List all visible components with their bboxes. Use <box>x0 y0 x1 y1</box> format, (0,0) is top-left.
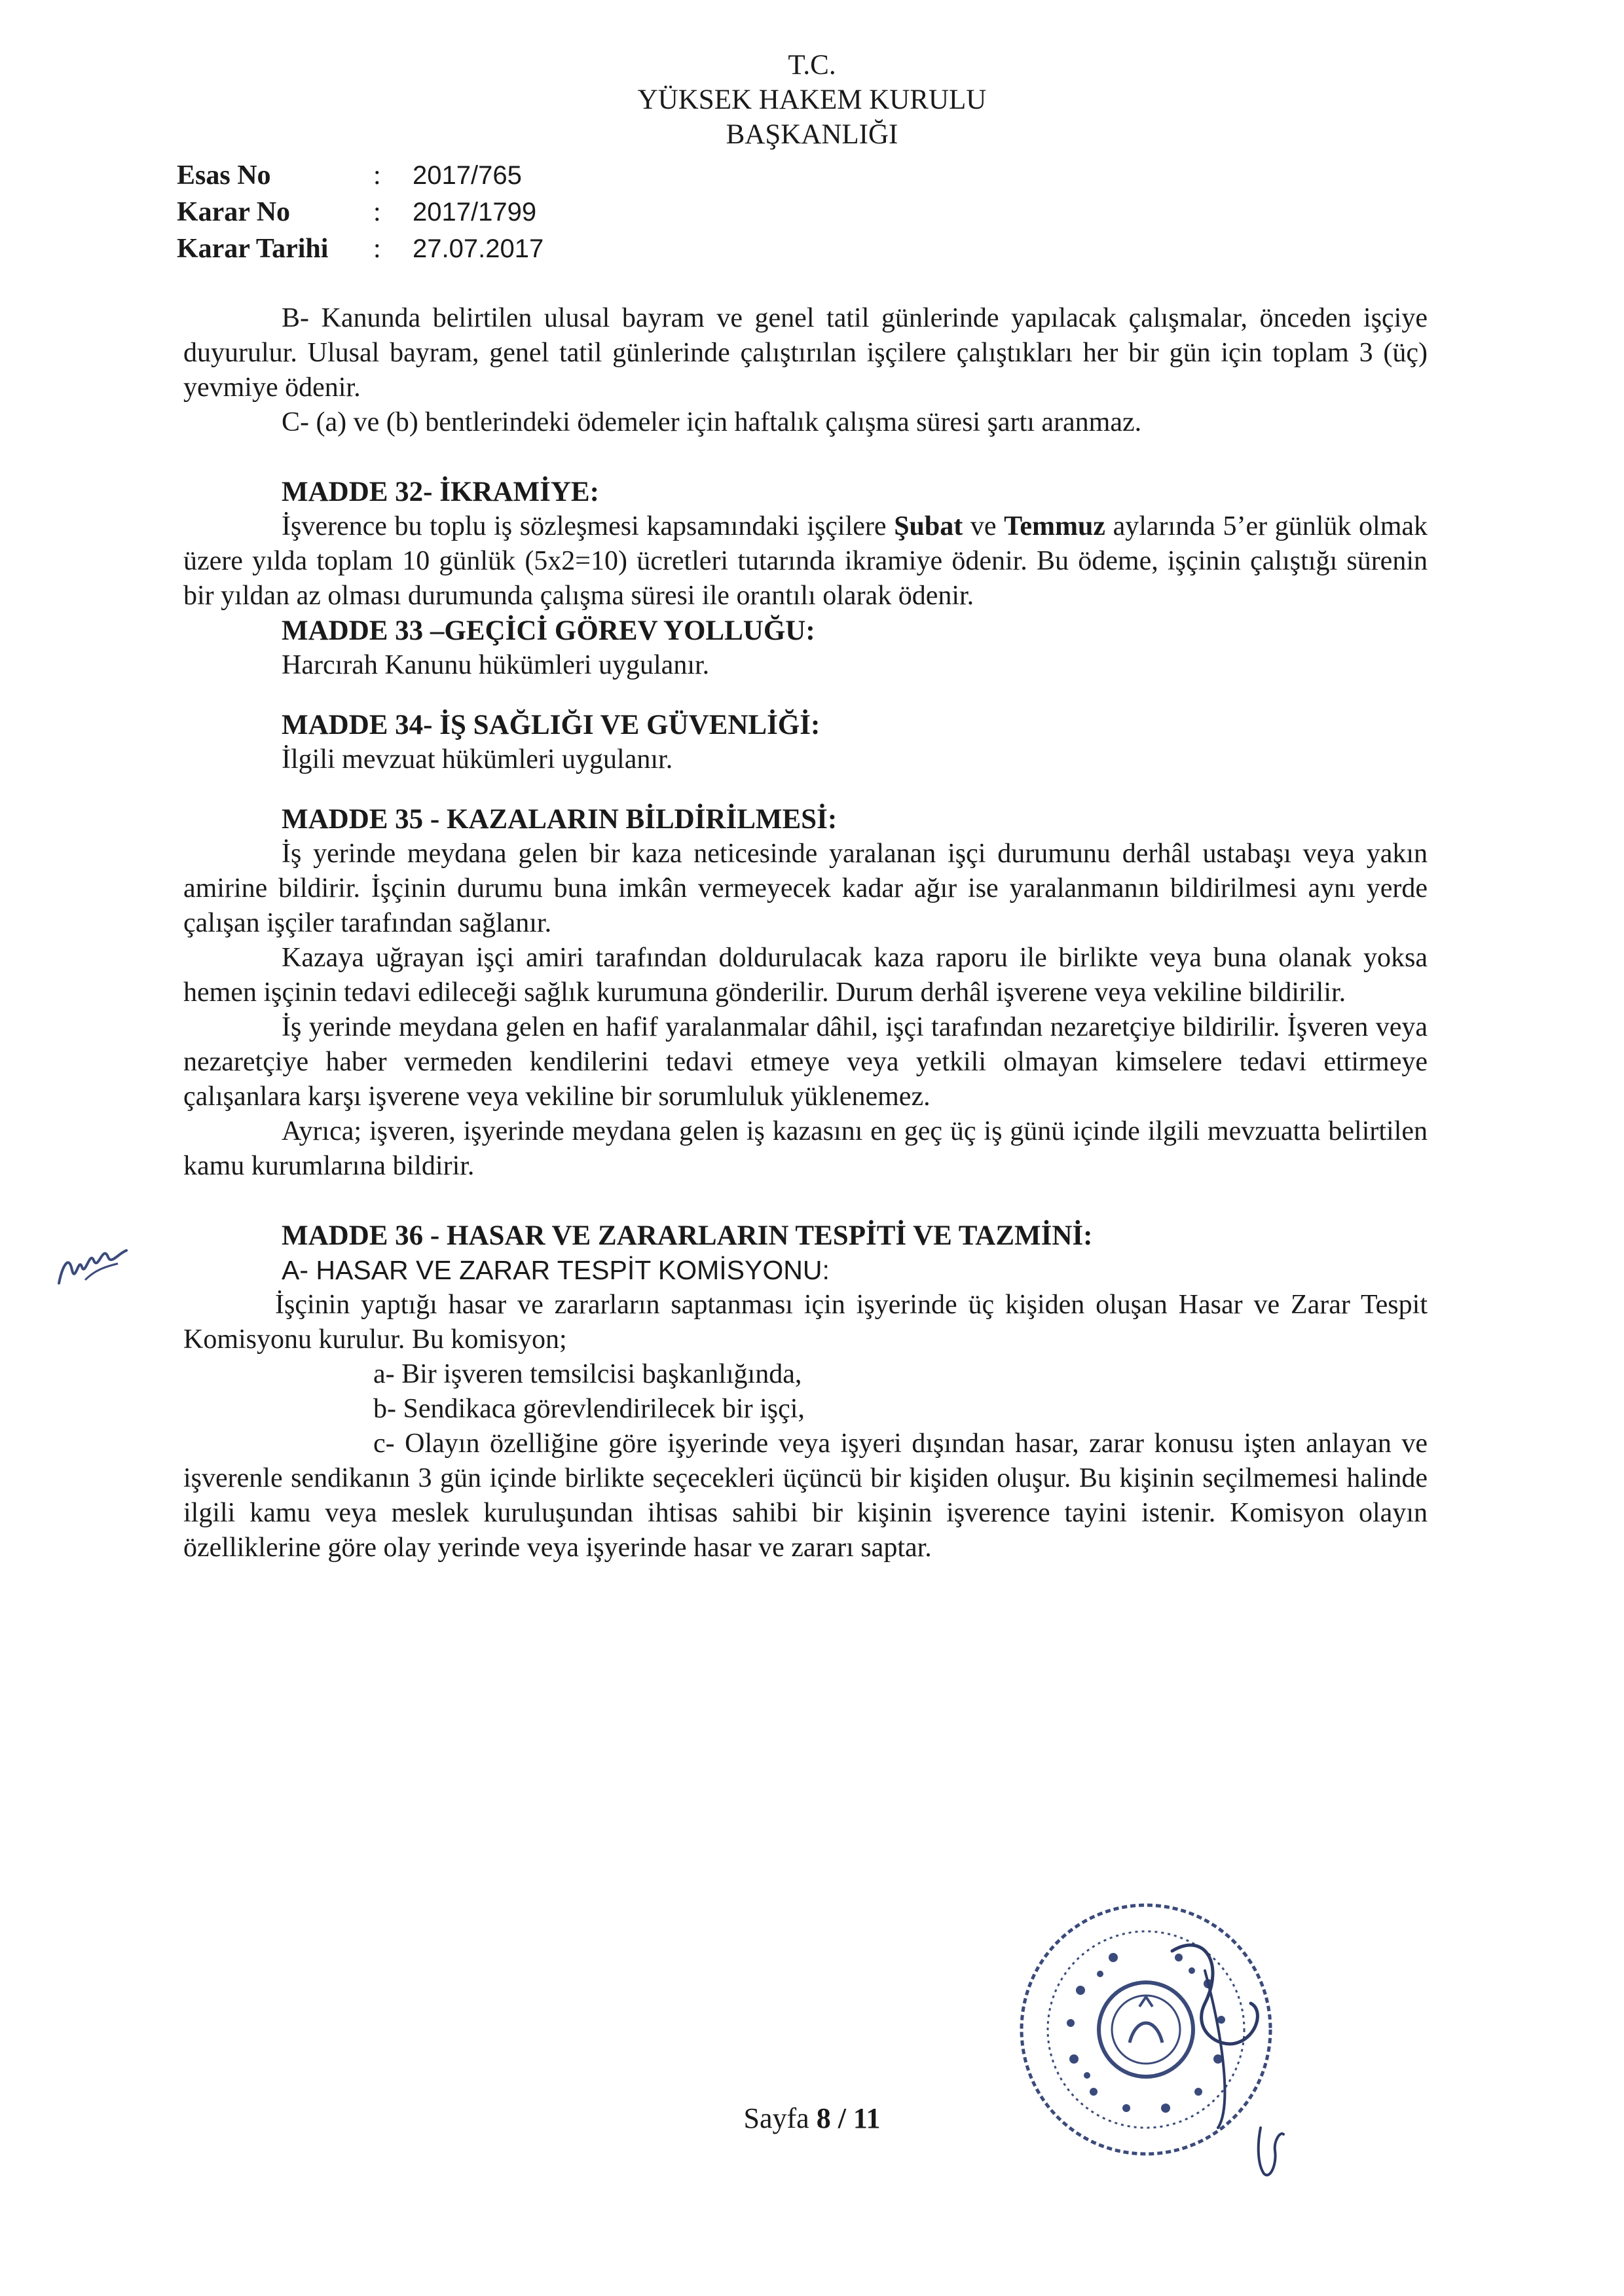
text-run: aylarında 5’er günlük olmak üzere yılda toplam 10 günlük (5x2=10) ücretleri tutarında ikramiye ödenir. Bu ödeme, işçinin çalıştığı sürenin bir yıldan az olması durumunda çalışma süresi ile orantılı olarak ödenir. <box>183 511 1428 611</box>
meta-label: Karar Tarihi <box>177 234 329 264</box>
article-35-paragraph-1: İş yerinde meydana gelen bir kaza neticesinde yaralanan işçi durumunu derhâl ustabaşı veya yakın amirine bildirir. İşçinin durumu buna imkân vermeyecek kadar ağır ise yaralanmanın bildirilmesi aynı yerde çalışan işçiler tarafından sağlanır. <box>183 839 1428 938</box>
case-metadata <box>177 157 544 267</box>
meta-label: Karar No <box>177 197 291 227</box>
text-bold-month: Şubat <box>894 511 963 541</box>
article-32-paragraph <box>183 509 1428 613</box>
article-36-paragraph: İşçinin yaptığı hasar ve zararların saptanması için işyerinde üç kişiden oluşan Hasar ve Zarar Tespit Komisyonu kurulur. Bu komisyon; <box>183 1290 1428 1355</box>
meta-row-karar <box>177 194 544 230</box>
meta-separator: : <box>373 160 381 191</box>
article-33-title: MADDE 33 –GEÇİCİ GÖREV YOLLUĞU: <box>282 615 815 646</box>
margin-initials-mark <box>49 1231 141 1296</box>
article-36-subtitle: A- HASAR VE ZARAR TESPİT KOMİSYONU: <box>282 1255 830 1285</box>
article-34-title: MADDE 34- İŞ SAĞLIĞI VE GÜVENLİĞİ: <box>282 710 821 740</box>
header-department: BAŞKANLIĞI <box>726 119 898 150</box>
header-institution: YÜKSEK HAKEM KURULU <box>637 84 987 115</box>
meta-row-tarih <box>177 230 544 267</box>
list-item: a- Bir işveren temsilcisi başkanlığında, <box>373 1359 802 1389</box>
article-35-paragraph-4: Ayrıca; işveren, işyerinde meydana gelen iş kazasını en geç üç iş günü içinde ilgili mevzuatta belirtilen kamu kurumlarına bildirir. <box>183 1116 1428 1181</box>
paragraph-b: B- Kanunda belirtilen ulusal bayram ve genel tatil günlerinde yapılacak çalışmalar, önceden işçiye duyurulur. Ulusal bayram, genel tatil günlerinde çalıştırılan işçilere çalıştıkları her bir gün için toplam 3 (üç) yevmiye ödenir. <box>183 303 1428 403</box>
meta-value: 2017/765 <box>413 161 522 190</box>
list-item: b- Sendikaca görevlendirilecek bir işçi, <box>373 1394 805 1424</box>
page-current: 8 <box>816 2102 831 2134</box>
article-35-title: MADDE 35 - KAZALARIN BİLDİRİLMESİ: <box>282 804 838 835</box>
page-separator: / <box>830 2102 853 2134</box>
article-32-title: MADDE 32- İKRAMİYE: <box>282 477 599 507</box>
text-run: ve <box>963 511 1005 541</box>
document-body <box>183 301 1428 1565</box>
article-35-paragraph-3: İş yerinde meydana gelen en hafif yaralanmalar dâhil, işçi tarafından nezaretçiye bildirilir. İşveren veya nezaretçiye haber vermeden kendilerini tedavi etmeye veya yetkili olmayan kimselere tedavi ettirmeye çalışanlara karşı işverene veya vekiline bir sorumluluk yüklenemez. <box>183 1012 1428 1112</box>
article-34-paragraph: İlgili mevzuat hükümleri uygulanır. <box>282 744 673 774</box>
page-label: Sayfa <box>743 2102 817 2134</box>
article-35-paragraph-2: Kazaya uğrayan işçi amiri tarafından doldurulacak kaza raporu ile birlikte veya buna olanak yoksa hemen işçinin tedavi edileceği sağlık kurumuna gönderilir. Durum derhâl işverene veya vekiline bildirilir. <box>183 943 1428 1008</box>
meta-label: Esas No <box>177 160 271 191</box>
meta-separator: : <box>373 197 381 227</box>
page-number <box>0 2102 1624 2135</box>
meta-separator: : <box>373 234 381 264</box>
meta-value: 2017/1799 <box>413 198 537 227</box>
page-total: 11 <box>853 2102 881 2134</box>
text-run: İşverence bu toplu iş sözleşmesi kapsamındaki işçilere <box>282 511 895 541</box>
header-tc: T.C. <box>788 50 836 81</box>
article-33-paragraph: Harcırah Kanunu hükümleri uygulanır. <box>282 650 710 680</box>
meta-value: 27.07.2017 <box>413 234 544 263</box>
article-36-title: MADDE 36 - HASAR VE ZARARLARIN TESPİTİ VE TAZMİNİ: <box>282 1220 1093 1251</box>
list-item: c- Olayın özelliğine göre işyerinde veya işyeri dışından hasar, zarar konusu işten anlayan ve işverenle sendikanın 3 gün içinde birlikte seçecekleri üçüncü bir kişiden oluşur. Bu kişinin seçilmemesi halinde ilgili kamu veya meslek kuruluşundan ihtisas sahibi bir kişinin işverence tayini istenir. Komisyon olayın özelliklerine göre olay yerinde veya işyerinde hasar ve zararı saptar. <box>183 1429 1428 1563</box>
paragraph-c: C- (a) ve (b) bentlerindeki ödemeler için haftalık çalışma süresi şartı aranmaz. <box>282 407 1142 437</box>
text-bold-month: Temmuz <box>1004 511 1105 541</box>
meta-row-esas <box>177 157 544 194</box>
